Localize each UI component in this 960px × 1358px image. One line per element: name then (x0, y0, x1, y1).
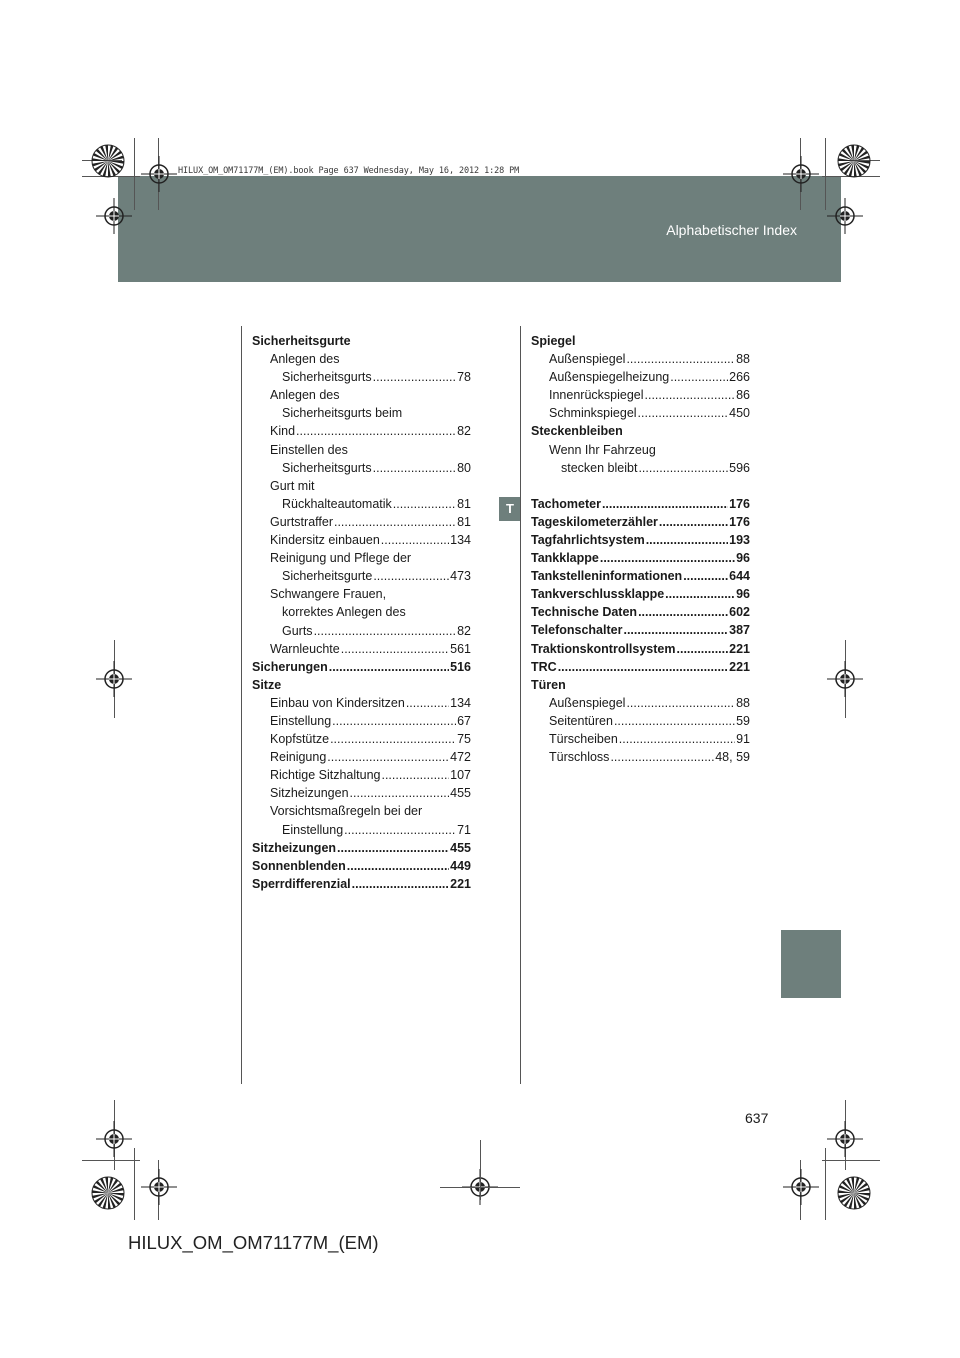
dot-leader (600, 549, 735, 567)
dot-leader (406, 694, 449, 712)
index-entry-label: Traktionskontrollsystem (531, 641, 676, 656)
crop-line (440, 1187, 520, 1188)
index-entry (252, 730, 471, 748)
index-entry-label: Telefonschalter (531, 623, 623, 638)
page-number: 637 (745, 1110, 769, 1126)
index-entry-page: 644 (729, 569, 750, 584)
index-entry-page: 75 (457, 732, 471, 747)
index-entry-page: 82 (457, 424, 471, 439)
index-entry (252, 712, 471, 730)
index-entry-label: Vorsichtsmaßregeln bei der (270, 804, 423, 819)
index-entry-page: 88 (736, 695, 750, 710)
index-entry (531, 658, 750, 676)
index-entry-page: 81 (457, 496, 471, 511)
index-entry-label: Sperrdifferenzial (252, 876, 351, 891)
registration-mark-icon (141, 1169, 177, 1205)
index-entry-label: Einbau von Kindersitzen (270, 695, 405, 710)
dot-leader (314, 622, 457, 640)
dot-leader (677, 640, 729, 658)
index-entry (531, 694, 750, 712)
index-entry-label: Tagfahrlichtsystem (531, 532, 645, 547)
index-entry (252, 567, 471, 585)
index-entry-page: 134 (450, 533, 471, 548)
index-entry-page: 221 (729, 659, 750, 674)
color-rosette-icon (90, 1175, 126, 1211)
index-entry-page: 134 (450, 695, 471, 710)
dot-leader (352, 875, 450, 893)
index-entry (252, 802, 471, 820)
dot-leader (619, 730, 735, 748)
index-entry (252, 332, 471, 350)
index-entry-page: 266 (729, 370, 750, 385)
index-entry-label: Steckenbleiben (531, 424, 623, 439)
dot-leader (610, 748, 714, 766)
dot-leader (373, 368, 456, 386)
index-entry-label: Reinigung und Pflege der (270, 551, 412, 566)
index-entry (252, 640, 471, 658)
dot-leader (602, 495, 728, 513)
dot-leader (683, 567, 728, 585)
document-code: HILUX_OM_OM71177M_(EM) (128, 1232, 379, 1253)
index-entry (531, 676, 750, 694)
index-entry-label: Spiegel (531, 334, 576, 348)
registration-mark-icon (827, 198, 863, 234)
index-entry (252, 549, 471, 567)
index-entry-label: Sonnenblenden (252, 858, 346, 873)
index-entry-page: 221 (729, 641, 750, 656)
index-entry (252, 748, 471, 766)
dot-leader (373, 459, 456, 477)
dot-leader (381, 531, 449, 549)
index-entry-label: Kind (270, 424, 296, 439)
registration-mark-icon (783, 156, 819, 192)
index-entry (531, 549, 750, 567)
index-entry-page: 59 (736, 713, 750, 728)
color-rosette-icon (836, 143, 872, 179)
book-file-info: HILUX_OM_OM71177M_(EM).book Page 637 Wednesday, May 16, 2012 1:28 PM (178, 166, 520, 176)
index-entry (252, 766, 471, 784)
dot-leader (381, 766, 449, 784)
crop-line (825, 1148, 826, 1220)
index-entry (531, 603, 750, 621)
index-entry (252, 350, 471, 368)
index-entry (531, 404, 750, 422)
section-title: Alphabetischer Index (666, 222, 797, 238)
index-entry-page: 221 (450, 876, 471, 891)
dot-leader (638, 404, 729, 422)
dot-leader (646, 531, 728, 549)
dot-leader (373, 567, 449, 585)
index-entry-label: Tachometer (531, 496, 601, 511)
index-entry (252, 875, 471, 893)
index-entry-label: Wenn Ihr Fahrzeug (549, 442, 656, 457)
index-entry-label: Türschloss (549, 750, 610, 765)
index-entry (531, 513, 750, 531)
index-entry-page: 82 (457, 623, 471, 638)
index-entry-label: Gurts (282, 623, 313, 638)
index-entry-label: Sicherheitsgurts (282, 460, 372, 475)
index-entry-label: Technische Daten (531, 605, 638, 620)
index-entry (531, 640, 750, 658)
registration-mark-icon (141, 156, 177, 192)
crop-line (480, 1140, 481, 1200)
index-entry-label: Reinigung (270, 750, 327, 765)
index-entry-page: 81 (457, 514, 471, 529)
index-entry-page: 96 (736, 551, 750, 566)
index-entry-label: Einstellung (282, 822, 344, 837)
index-entry (252, 658, 471, 676)
index-entry-label: Schwangere Frauen, (270, 587, 387, 602)
index-entry-label: Seitentüren (549, 713, 613, 728)
index-entry-label: Sicherheitsgurts beim (282, 406, 403, 421)
dot-leader (334, 513, 456, 531)
index-entry-label: Tankstelleninformationen (531, 569, 683, 584)
index-entry-page: 88 (736, 352, 750, 367)
index-entry (252, 784, 471, 802)
index-entry-label: Tankklappe (531, 551, 599, 566)
index-entry-label: Außenspiegel (549, 695, 626, 710)
index-entry-page: 176 (729, 514, 750, 529)
index-entry-label: Kindersitz einbauen (270, 533, 380, 548)
index-entry (252, 585, 471, 603)
dot-leader (626, 694, 735, 712)
index-entry (531, 422, 750, 440)
dot-leader (332, 712, 456, 730)
index-entry (531, 567, 750, 585)
index-entry (531, 386, 750, 404)
index-entry-label: Sitzheizungen (252, 840, 337, 855)
index-entry (252, 622, 471, 640)
index-entry-label: Tankverschlussklappe (531, 587, 665, 602)
index-entry-label: Gurt mit (270, 478, 315, 493)
index-entry (252, 441, 471, 459)
index-entry (531, 585, 750, 603)
index-entry-label: Außenspiegel (549, 352, 626, 367)
index-entry-page: 561 (450, 641, 471, 656)
column-divider-left (241, 326, 242, 1084)
index-entry (531, 495, 750, 513)
letter-tab: T (499, 497, 521, 521)
index-entry (252, 676, 471, 694)
side-thumb-tab (781, 930, 841, 998)
dot-leader (341, 640, 449, 658)
index-entry-page: 107 (450, 768, 471, 783)
color-rosette-icon (836, 1175, 872, 1211)
dot-leader (645, 386, 736, 404)
index-entry (252, 386, 471, 404)
index-spacer (531, 477, 750, 495)
index-entry (252, 422, 471, 440)
header-band (118, 176, 841, 282)
index-entry-page: 78 (457, 370, 471, 385)
index-entry-page: 193 (729, 532, 750, 547)
index-entry-page: 516 (450, 659, 471, 674)
index-entry-label: Sicherheitsgurte (252, 334, 351, 348)
index-entry (252, 857, 471, 875)
index-entry-page: 473 (450, 569, 471, 584)
index-entry-label: TRC (531, 659, 557, 674)
index-entry (252, 694, 471, 712)
index-entry-label: Sicherheitsgurts (282, 370, 372, 385)
index-entry-page: 455 (450, 840, 471, 855)
index-entry-page: 176 (729, 496, 750, 511)
index-entry-page: 596 (729, 460, 750, 475)
index-entry (531, 730, 750, 748)
index-entry (252, 368, 471, 386)
crop-line (134, 1148, 135, 1220)
crop-line (134, 138, 135, 210)
registration-mark-icon (96, 1121, 132, 1157)
index-entry (531, 459, 750, 477)
dot-leader (330, 730, 456, 748)
index-entry-label: Sicherheitsgurte (282, 569, 373, 584)
index-entry (252, 821, 471, 839)
index-entry-label: stecken bleibt (561, 460, 638, 475)
index-entry-page: 80 (457, 460, 471, 475)
index-entry-page: 387 (729, 623, 750, 638)
index-entry-label: Einstellung (270, 713, 332, 728)
column-divider-middle (520, 326, 521, 1084)
index-entry-label: Sicherungen (252, 659, 328, 674)
dot-leader (623, 621, 728, 639)
index-entry-label: Anlegen des (270, 352, 340, 367)
index-entry-label: Einstellen des (270, 442, 348, 457)
index-entry (531, 748, 750, 766)
index-entry-label: Tageskilometerzähler (531, 514, 658, 529)
index-entry-page: 67 (457, 713, 471, 728)
dot-leader (296, 422, 456, 440)
index-entry (252, 459, 471, 477)
index-entry (252, 603, 471, 621)
index-entry (531, 368, 750, 386)
dot-leader (347, 857, 449, 875)
index-entry (531, 441, 750, 459)
index-entry-label: Schminkspiegel (549, 406, 637, 421)
registration-mark-icon (96, 198, 132, 234)
dot-leader (659, 513, 728, 531)
color-rosette-icon (90, 143, 126, 179)
index-entry-page: 96 (736, 587, 750, 602)
dot-leader (638, 459, 728, 477)
registration-mark-icon (827, 661, 863, 697)
dot-leader (327, 748, 449, 766)
index-entry (252, 404, 471, 422)
index-entry (531, 712, 750, 730)
dot-leader (558, 658, 728, 676)
index-entry-label: Sitze (252, 677, 282, 692)
index-entry-label: korrektes Anlegen des (282, 605, 406, 620)
index-entry (531, 531, 750, 549)
dot-leader (329, 658, 449, 676)
index-entry-page: 450 (729, 406, 750, 421)
index-entry-page: 91 (736, 731, 750, 746)
index-entry (252, 839, 471, 857)
index-entry-label: Gurtstraffer (270, 514, 333, 529)
index-entry (252, 477, 471, 495)
index-entry (252, 513, 471, 531)
index-entry-label: Sitzheizungen (270, 786, 349, 801)
index-entry-page: 71 (457, 822, 471, 837)
dot-leader (665, 585, 735, 603)
registration-mark-icon (827, 1121, 863, 1157)
index-entry-label: Innenrückspiegel (549, 388, 644, 403)
dot-leader (614, 712, 735, 730)
dot-leader (670, 368, 728, 386)
crop-line (82, 1160, 140, 1161)
dot-leader (350, 784, 450, 802)
index-entry-page: 48, 59 (715, 750, 750, 765)
index-entry-label: Rückhalteautomatik (282, 496, 392, 511)
index-entry (531, 350, 750, 368)
dot-leader (626, 350, 735, 368)
registration-mark-icon (783, 1169, 819, 1205)
index-column-left (252, 332, 471, 893)
index-entry-page: 449 (450, 858, 471, 873)
index-entry-label: Anlegen des (270, 388, 340, 403)
index-entry-label: Richtige Sitzhaltung (270, 768, 381, 783)
index-column-right (531, 332, 750, 766)
dot-leader (393, 495, 456, 513)
index-entry (252, 495, 471, 513)
index-entry-label: Außenspiegelheizung (549, 370, 670, 385)
index-entry-page: 472 (450, 750, 471, 765)
index-entry-page: 602 (729, 605, 750, 620)
crop-line (825, 138, 826, 210)
index-entry-label: Warnleuchte (270, 641, 340, 656)
dot-leader (344, 821, 456, 839)
index-entry-page: 86 (736, 388, 750, 403)
dot-leader (638, 603, 728, 621)
index-entry (252, 531, 471, 549)
index-entry-page: 455 (450, 786, 471, 801)
dot-leader (337, 839, 449, 857)
index-entry (531, 621, 750, 639)
index-entry-label: Türen (531, 677, 566, 692)
index-entry-label: Türscheiben (549, 731, 618, 746)
crop-line (822, 1160, 880, 1161)
index-entry (531, 332, 750, 350)
registration-mark-icon (96, 661, 132, 697)
index-entry-label: Kopfstütze (270, 732, 330, 747)
